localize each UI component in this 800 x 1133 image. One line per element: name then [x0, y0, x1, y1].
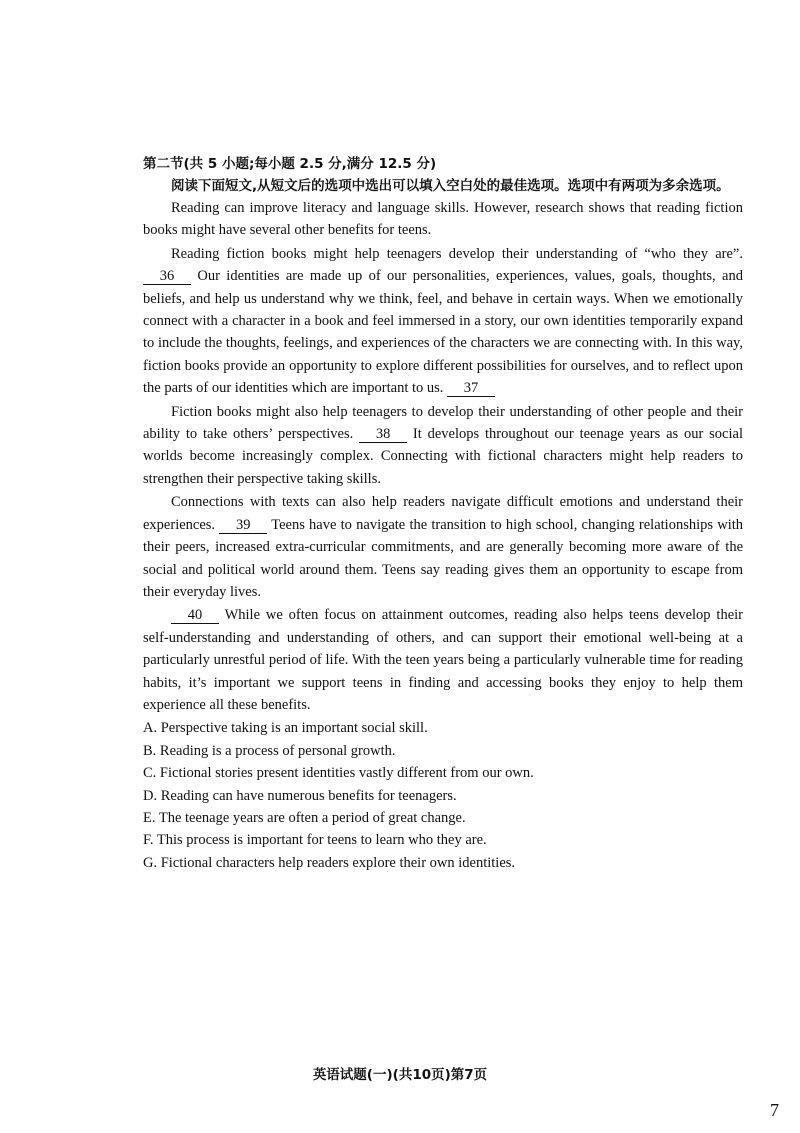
passage-text: Connections with texts can also help readers navigate difficult emotions and understand their experiences. — [143, 494, 743, 533]
passage-paragraph — [143, 197, 743, 242]
section-heading: 第二节(共 5 小题;每小题 2.5 分,满分 12.5 分) — [143, 156, 437, 172]
page-footer: 英语试题(一)(共10页)第7页 — [312, 1067, 488, 1083]
page-number: 7 — [770, 1100, 779, 1120]
passage-text: Teens have to navigate the transition to high school, changing relationships with their peers, increased extra-curricular commitments, and are generally becoming more aware of the social and political world around them. Teens say reading gives them an opportunity to escape from their everyday lives. — [143, 516, 743, 600]
passage-paragraph — [143, 491, 743, 603]
blank-39: 39 — [219, 517, 267, 534]
option-d: D. Reading can have numerous benefits for teenagers. — [143, 787, 457, 804]
passage-text: Our identities are made up of our personalities, experiences, values, goals, thoughts, and beliefs, and help us understand why we think, feel, and behave in certain ways. When we emotionally connect with a character in a book and feel immersed in a story, our own identities temporarily expand to include the thoughts, feelings, and experiences of the characters we are connecting with. In this way, fiction books provide an opportunity to explore different possibilities for ourselves, and to reflect upon the parts of our identities which are important to us. — [143, 268, 743, 397]
blank-40: 40 — [171, 607, 219, 624]
blank-37: 37 — [447, 380, 495, 397]
option-a: A. Perspective taking is an important social skill. — [143, 720, 428, 737]
passage-paragraph — [143, 243, 743, 400]
passage-text: Fiction books might also help teenagers to develop their understanding of other people and their ability to take others’ perspectives. — [143, 403, 743, 443]
blank-38: 38 — [359, 426, 407, 443]
blank-36: 36 — [143, 268, 191, 285]
passage-paragraph — [143, 604, 743, 716]
passage-text: Reading fiction books might help teenagers develop their understanding of “who they are”. — [171, 245, 743, 262]
passage-text: Reading can improve literacy and language skills. However, research shows that reading fiction books might have several other benefits for teens. — [143, 200, 743, 239]
option-f: F. This process is important for teens to learn who they are. — [143, 832, 487, 849]
option-c: C. Fictional stories present identities vastly different from our own. — [143, 765, 534, 782]
passage-paragraph — [143, 401, 743, 491]
section-instructions: 阅读下面短文,从短文后的选项中选出可以填入空白处的最佳选项。选项中有两项为多余选项。 — [171, 178, 730, 194]
passage-text: It develops throughout our teenage years as our social worlds become increasingly complex. Connecting with fictional characters might help readers to strengthen their perspective taking skills. — [143, 426, 743, 487]
reading-passage — [143, 197, 743, 716]
answer-options — [143, 717, 743, 874]
option-b: B. Reading is a process of personal growth. — [143, 742, 396, 759]
passage-text: While we often focus on attainment outcomes, reading also helps teens develop their self-understanding and understanding of others, and can support their emotional well-being at a particularly unrestful period of life. With the teen years being a particularly vulnerable time for reading habits, it’s important we support teens in finding and accessing books they enjoy to help them experience all these benefits. — [143, 607, 743, 713]
exam-content — [143, 153, 743, 874]
option-e: E. The teenage years are often a period of great change. — [143, 809, 466, 826]
option-g: G. Fictional characters help readers explore their own identities. — [143, 854, 516, 871]
